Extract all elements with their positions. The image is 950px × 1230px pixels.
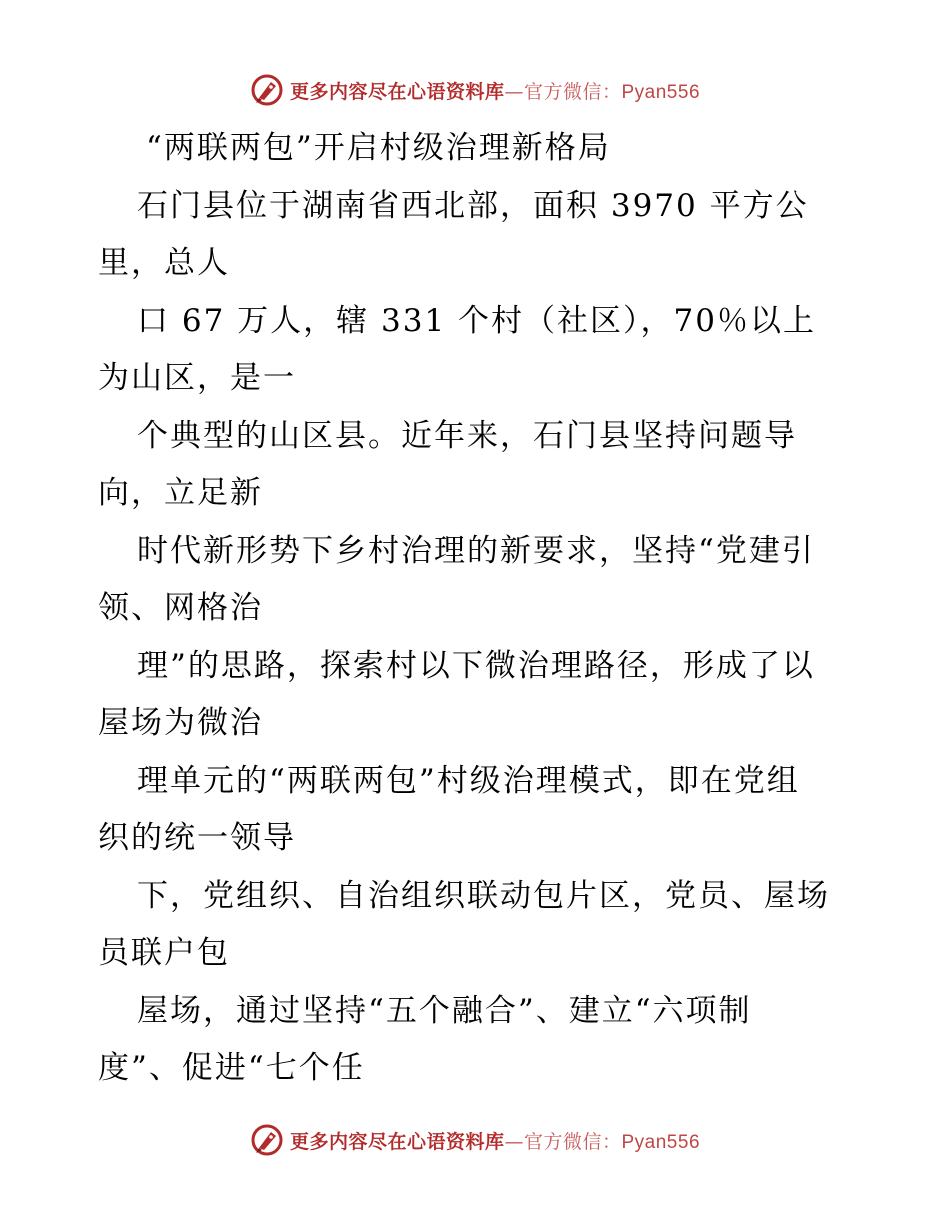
paragraph-line: 为山区，是一 xyxy=(98,360,296,396)
paragraph-line: 领、网格治 xyxy=(98,590,263,626)
paragraph-line: 里，总人 xyxy=(98,245,230,281)
pen-nib-logo-icon xyxy=(250,1123,284,1157)
paragraph-line: 理”的思路，探索村以下微治理路径，形成了以 xyxy=(137,647,815,684)
header-banner-text: 更多内容尽在心语资料库—官方微信：Pyan556 xyxy=(289,80,701,103)
paragraph-line: 员联户包 xyxy=(98,935,230,971)
paragraph-line: 个典型的山区县。近年来，石门县坚持问题导 xyxy=(137,417,797,454)
paragraph-line: 屋场为微治 xyxy=(98,705,263,741)
footer-banner-text: 更多内容尽在心语资料库—官方微信：Pyan556 xyxy=(289,1130,701,1153)
paragraph-line: 织的统一领导 xyxy=(98,820,296,856)
paragraph-line: 石门县位于湖南省西北部，面积 3970 平方公 xyxy=(137,187,809,224)
pen-nib-logo-icon xyxy=(250,73,284,107)
document-title: “两联两包”开启村级治理新格局 xyxy=(146,130,611,166)
paragraph-line: 理单元的“两联两包”村级治理模式，即在党组 xyxy=(137,762,800,799)
paragraph-line: 屋场，通过坚持“五个融合”、建立“六项制 xyxy=(137,992,752,1029)
document-body xyxy=(98,120,858,1098)
header-banner xyxy=(0,70,950,110)
paragraph-line: 向，立足新 xyxy=(98,475,263,511)
paragraph-line: 下，党组织、自治组织联动包片区，党员、屋场 xyxy=(137,877,830,914)
paragraph-line: 口 67 万人，辖 331 个村（社区），70％以上 xyxy=(137,302,816,339)
footer-banner xyxy=(0,1120,950,1160)
paragraph-line: 时代新形势下乡村治理的新要求，坚持“党建引 xyxy=(137,532,815,569)
paragraph-line: 度”、促进“七个任 xyxy=(98,1050,365,1086)
